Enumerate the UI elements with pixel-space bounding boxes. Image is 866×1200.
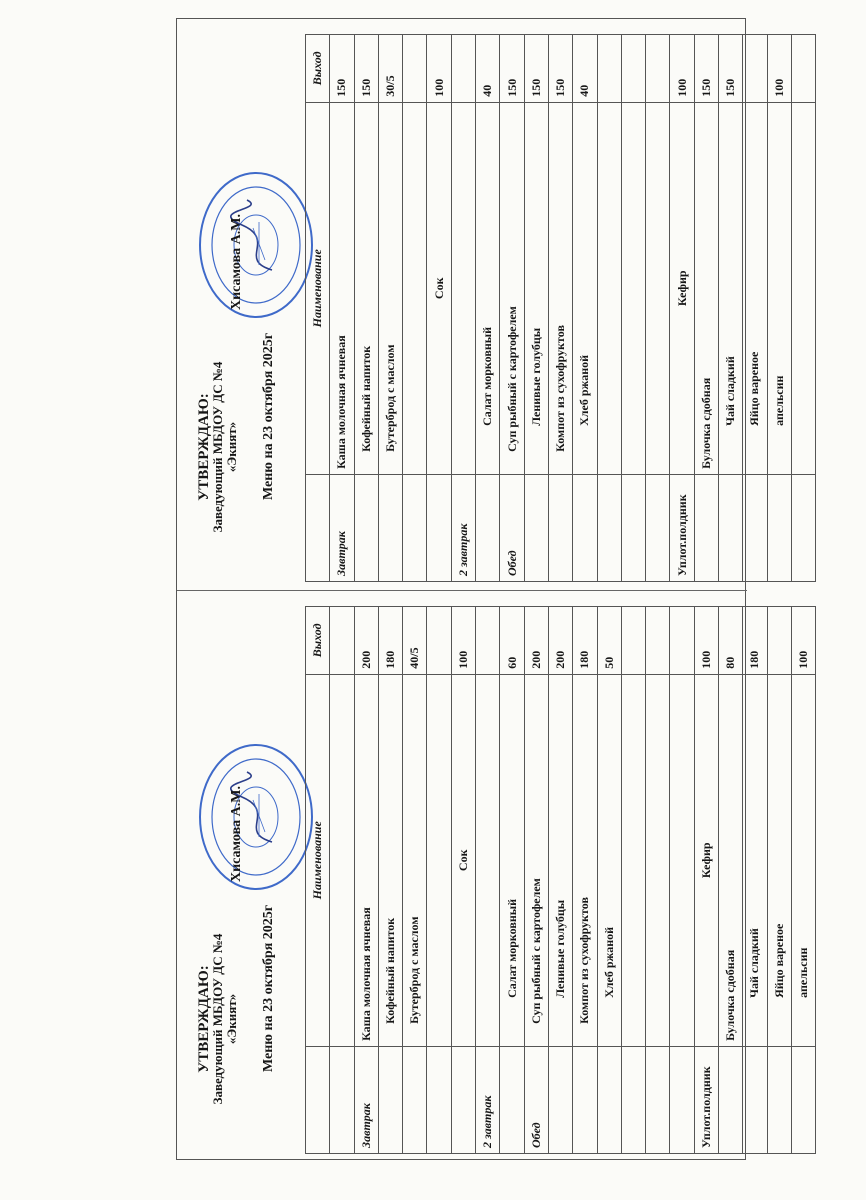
meal-cell: Уплот.полдник xyxy=(670,474,694,581)
approval-title: УТВЕРЖДАЮ: xyxy=(196,393,212,501)
stamp-seal-icon xyxy=(197,742,315,892)
approval-position: Заведующий МБДОУ ДС №4 xyxy=(210,361,225,533)
approval-block xyxy=(197,342,239,552)
dish-name-cell: Кефир xyxy=(694,674,718,1046)
signer-name: Хисамова А.М. xyxy=(229,786,244,882)
table-row xyxy=(646,607,670,1154)
dish-name-cell: Бутерброд с маслом xyxy=(403,674,427,1046)
output-cell xyxy=(451,35,475,103)
output-cell: 80 xyxy=(719,607,743,675)
dish-name-cell: Кофейный напиток xyxy=(378,674,402,1046)
table-row xyxy=(548,35,572,582)
dish-name-cell: Компот из сухофруктов xyxy=(573,674,597,1046)
meal-cell xyxy=(743,474,767,581)
header-block xyxy=(197,110,307,580)
output-cell: 40 xyxy=(476,35,500,103)
meal-cell: Обед xyxy=(500,474,524,581)
dish-name-cell: апельсин xyxy=(791,674,815,1046)
header-meal xyxy=(306,474,330,581)
meal-cell xyxy=(767,1046,791,1153)
meal-cell xyxy=(524,474,548,581)
dish-name-cell: Яйцо вареное xyxy=(743,102,767,474)
output-cell: 100 xyxy=(451,607,475,675)
table-row xyxy=(767,607,791,1154)
table-row xyxy=(403,607,427,1154)
meal-cell xyxy=(791,474,815,581)
meal-cell xyxy=(500,1046,524,1153)
output-cell: 150 xyxy=(500,35,524,103)
table-row xyxy=(719,607,743,1154)
dish-name-cell xyxy=(621,102,645,474)
meal-cell: 2 завтрак xyxy=(476,1046,500,1153)
meal-cell xyxy=(354,474,378,581)
meal-cell xyxy=(694,474,718,581)
header-block xyxy=(197,682,307,1152)
output-cell xyxy=(646,607,670,675)
meal-cell xyxy=(646,1046,670,1153)
dish-name-cell: Кофейный напиток xyxy=(354,102,378,474)
dish-name-cell xyxy=(403,102,427,474)
dish-name-cell: Ленивые голубцы xyxy=(548,674,572,1046)
table-row xyxy=(451,607,475,1154)
table-row xyxy=(694,607,718,1154)
rotated-content xyxy=(177,591,811,1162)
table-row xyxy=(378,35,402,582)
dish-name-cell xyxy=(476,674,500,1046)
table-row xyxy=(743,607,767,1154)
table-row xyxy=(524,35,548,582)
table-row xyxy=(476,607,500,1154)
header-output: Выход xyxy=(306,607,330,675)
table-row xyxy=(621,607,645,1154)
output-cell: 150 xyxy=(719,35,743,103)
dish-name-cell: Сок xyxy=(427,102,451,474)
table-row xyxy=(573,35,597,582)
menu-section-younger xyxy=(177,590,811,1161)
meal-cell: Завтрак xyxy=(354,1046,378,1153)
table-row xyxy=(670,607,694,1154)
table-row xyxy=(330,607,354,1154)
output-cell: 200 xyxy=(354,607,378,675)
output-cell: 50 xyxy=(597,607,621,675)
table-row xyxy=(791,35,815,582)
output-cell: 40 xyxy=(573,35,597,103)
meal-cell xyxy=(719,1046,743,1153)
dish-name-cell: Салат морковный xyxy=(476,102,500,474)
output-cell: 60 xyxy=(500,607,524,675)
output-cell: 200 xyxy=(548,607,572,675)
dish-name-cell xyxy=(427,674,451,1046)
dish-name-cell xyxy=(646,102,670,474)
dish-name-cell: Булочка сдобная xyxy=(719,674,743,1046)
table-row xyxy=(694,35,718,582)
dish-name-cell: Яйцо вареное xyxy=(767,674,791,1046)
dish-name-cell: Хлеб ржаной xyxy=(573,102,597,474)
table-row xyxy=(719,35,743,582)
table-row xyxy=(330,35,354,582)
output-cell xyxy=(476,607,500,675)
meal-cell xyxy=(548,474,572,581)
output-cell xyxy=(621,607,645,675)
meal-cell xyxy=(573,474,597,581)
dish-name-cell: Компот из сухофруктов xyxy=(548,102,572,474)
dish-name-cell: Сок xyxy=(451,674,475,1046)
output-cell xyxy=(646,35,670,103)
output-cell: 150 xyxy=(354,35,378,103)
meal-cell: Завтрак xyxy=(330,474,354,581)
table-row xyxy=(524,607,548,1154)
table-row xyxy=(670,35,694,582)
approval-block xyxy=(197,914,239,1124)
menu-table xyxy=(305,34,816,582)
stamp-seal-icon xyxy=(197,170,315,320)
dish-name-cell: Булочка сдобная xyxy=(694,102,718,474)
dish-name-cell: Бутерброд с маслом xyxy=(378,102,402,474)
meal-cell: 2 завтрак xyxy=(451,474,475,581)
meal-cell xyxy=(597,1046,621,1153)
table-row xyxy=(573,607,597,1154)
meal-cell: Уплот.полдник xyxy=(694,1046,718,1153)
table-row xyxy=(451,35,475,582)
table-row xyxy=(354,35,378,582)
table-row xyxy=(500,607,524,1154)
table-row xyxy=(597,607,621,1154)
document-frame xyxy=(176,18,811,1160)
meal-cell: Обед xyxy=(524,1046,548,1153)
meal-cell xyxy=(719,474,743,581)
header-name: Наименование xyxy=(306,674,330,1046)
output-cell: 180 xyxy=(573,607,597,675)
header-output: Выход xyxy=(306,35,330,103)
table-row xyxy=(500,35,524,582)
meal-cell xyxy=(476,474,500,581)
approval-org: «Экият» xyxy=(224,421,239,473)
header-name: Наименование xyxy=(306,102,330,474)
meal-cell xyxy=(548,1046,572,1153)
dish-name-cell: Салат морковный xyxy=(500,674,524,1046)
output-cell xyxy=(670,607,694,675)
table-row xyxy=(403,35,427,582)
dish-name-cell xyxy=(451,102,475,474)
output-cell: 150 xyxy=(694,35,718,103)
meal-cell xyxy=(767,474,791,581)
dish-name-cell: Каша молочная ячневая xyxy=(354,674,378,1046)
meal-cell xyxy=(378,474,402,581)
menu-table xyxy=(305,606,816,1154)
approval-org: «Экият» xyxy=(224,993,239,1045)
meal-cell xyxy=(573,1046,597,1153)
table-row xyxy=(427,35,451,582)
table-row xyxy=(621,35,645,582)
output-cell: 180 xyxy=(378,607,402,675)
meal-cell xyxy=(427,474,451,581)
output-cell: 100 xyxy=(767,35,791,103)
output-cell: 100 xyxy=(670,35,694,103)
table-row xyxy=(646,35,670,582)
meal-cell xyxy=(403,474,427,581)
dish-name-cell xyxy=(597,102,621,474)
meal-cell xyxy=(621,1046,645,1153)
output-cell: 30/5 xyxy=(378,35,402,103)
table-header-row xyxy=(306,607,330,1154)
dish-name-cell: Суп рыбный с картофелем xyxy=(524,674,548,1046)
dish-name-cell xyxy=(670,674,694,1046)
output-cell xyxy=(743,35,767,103)
menu-body-older xyxy=(330,35,816,582)
output-cell: 100 xyxy=(791,607,815,675)
dish-name-cell: апельсин xyxy=(767,102,791,474)
table-row xyxy=(767,35,791,582)
meal-cell xyxy=(427,1046,451,1153)
table-row xyxy=(476,35,500,582)
output-cell xyxy=(427,607,451,675)
output-cell xyxy=(330,607,354,675)
meal-cell xyxy=(791,1046,815,1153)
output-cell: 100 xyxy=(694,607,718,675)
rotated-content xyxy=(177,19,786,590)
table-row xyxy=(743,35,767,582)
dish-name-cell: Хлеб ржаной xyxy=(597,674,621,1046)
table-row xyxy=(354,607,378,1154)
approval-title: УТВЕРЖДАЮ: xyxy=(196,965,212,1073)
output-cell xyxy=(767,607,791,675)
output-cell: 100 xyxy=(427,35,451,103)
output-cell: 150 xyxy=(330,35,354,103)
dish-name-cell xyxy=(330,674,354,1046)
meal-cell xyxy=(743,1046,767,1153)
dish-name-cell: Чай сладкий xyxy=(743,674,767,1046)
dish-name-cell: Кефир xyxy=(670,102,694,474)
header-meal xyxy=(306,1046,330,1153)
meal-cell xyxy=(670,1046,694,1153)
dish-name-cell: Суп рыбный с картофелем xyxy=(500,102,524,474)
meal-cell xyxy=(646,474,670,581)
dish-name-cell xyxy=(621,674,645,1046)
meal-cell xyxy=(403,1046,427,1153)
meal-cell xyxy=(378,1046,402,1153)
output-cell xyxy=(791,35,815,103)
dish-name-cell: Ленивые голубцы xyxy=(524,102,548,474)
meal-cell xyxy=(330,1046,354,1153)
dish-name-cell xyxy=(791,102,815,474)
menu-section-older xyxy=(177,19,786,590)
output-cell: 150 xyxy=(524,35,548,103)
menu-title: Меню на 23 октября 2025г xyxy=(261,332,276,500)
table-row xyxy=(548,607,572,1154)
meal-cell xyxy=(597,474,621,581)
table-row xyxy=(427,607,451,1154)
table-row xyxy=(791,607,815,1154)
table-header-row xyxy=(306,35,330,582)
meal-cell xyxy=(451,1046,475,1153)
output-cell xyxy=(597,35,621,103)
output-cell: 180 xyxy=(743,607,767,675)
dish-name-cell xyxy=(646,674,670,1046)
signer-name: Хисамова А.М. xyxy=(229,214,244,310)
output-cell: 40/5 xyxy=(403,607,427,675)
dish-name-cell: Каша молочная ячневая xyxy=(330,102,354,474)
table-row xyxy=(597,35,621,582)
table-row xyxy=(378,607,402,1154)
output-cell xyxy=(621,35,645,103)
output-cell: 200 xyxy=(524,607,548,675)
output-cell: 150 xyxy=(548,35,572,103)
menu-body-younger xyxy=(330,607,816,1154)
output-cell xyxy=(403,35,427,103)
menu-title: Меню на 23 октября 2025г xyxy=(261,904,276,1072)
dish-name-cell: Чай сладкий xyxy=(719,102,743,474)
meal-cell xyxy=(621,474,645,581)
approval-position: Заведующий МБДОУ ДС №4 xyxy=(210,933,225,1105)
